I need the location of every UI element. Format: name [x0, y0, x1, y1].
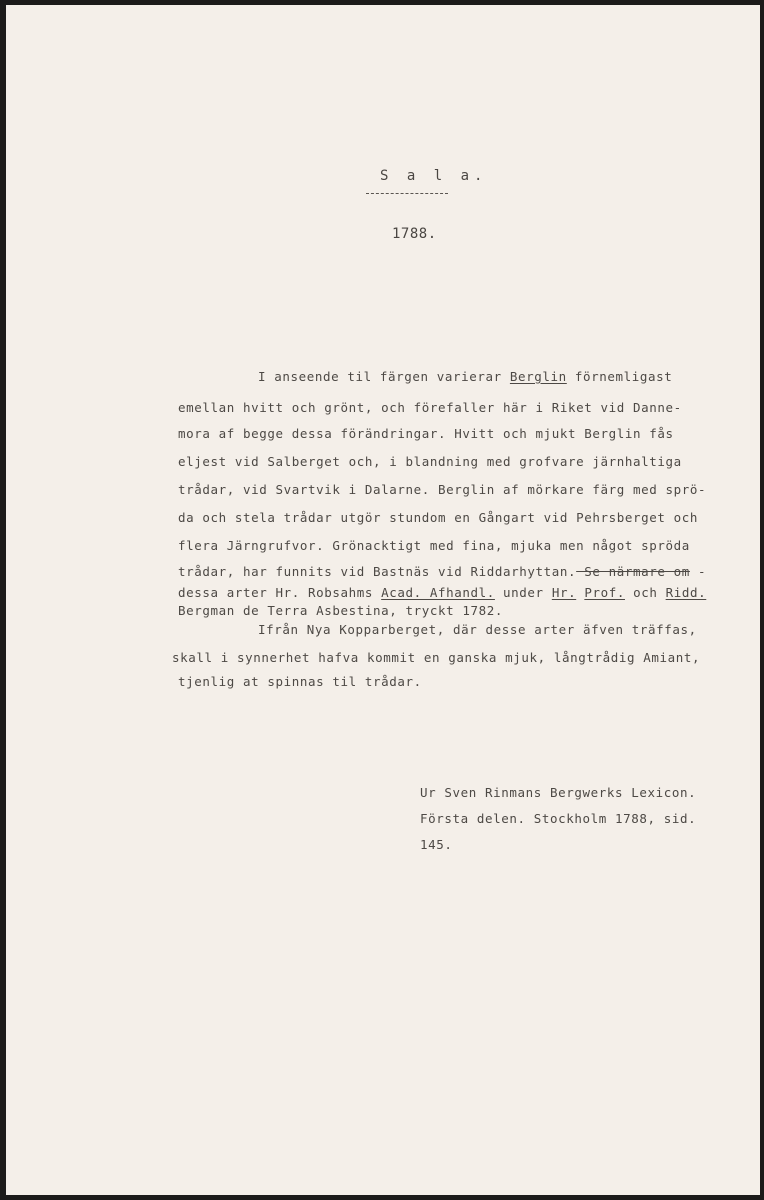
text-line-10: Bergman de Terra Asbestina, tryckt 1782.	[178, 603, 504, 618]
text-line-8	[178, 564, 706, 580]
text-segment: trådar, har funnits vid Bastnäs vid Riddarhyttan.	[178, 564, 577, 579]
text-line-1	[258, 369, 672, 385]
underlined-text-hr: Hr.	[551, 585, 577, 600]
text-line-13: tjenlig at spinnas til trådar.	[178, 674, 422, 689]
text-line-11: Ifrån Nya Kopparberget, där desse arter äfven träffas,	[258, 622, 697, 637]
text-segment: förnemligast	[566, 369, 673, 384]
struck-text: Se närmare om	[576, 564, 690, 579]
text-line-6: da och stela trådar utgör stundom en Gångart vid Pehrsberget och	[178, 510, 699, 525]
document-title: S a l a.	[380, 168, 488, 184]
text-line-7: flera Järngrufvor. Grönacktigt med fina, mjuka men något spröda	[178, 538, 690, 553]
text-segment: dessa arter Hr. Robsahms	[178, 585, 382, 600]
text-line-12: skall i synnerhet hafva kommit en ganska mjuk, långtrådig Amiant,	[172, 650, 701, 665]
text-line-3: mora af begge dessa förändringar. Hvitt och mjukt Berglin fås	[178, 426, 674, 441]
source-line-3: 145.	[420, 837, 453, 852]
source-line-1: Ur Sven Rinmans Bergwerks Lexicon.	[420, 785, 697, 800]
text-line-5: trådar, vid Svartvik i Dalarne. Berglin af mörkare färg med sprö-	[178, 482, 707, 497]
underlined-text-ridd: Ridd.	[665, 585, 707, 600]
underlined-title-acad-afhandl: Acad. Afhandl.	[381, 585, 495, 600]
text-segment: I anseende til färgen varierar	[258, 369, 510, 384]
text-segment: -	[689, 564, 707, 579]
text-line-4: eljest vid Salberget och, i blandning med grofvare järnhaltiga	[178, 454, 682, 469]
underlined-text-prof: Prof.	[584, 585, 625, 600]
underlined-term-berglin: Berglin	[509, 369, 567, 384]
source-line-2: Första delen. Stockholm 1788, sid.	[420, 811, 697, 826]
document-year: 1788.	[392, 226, 437, 242]
title-underline	[366, 193, 448, 194]
text-line-2: emellan hvitt och grönt, och förefaller här i Riket vid Danne-	[178, 400, 682, 415]
text-line-9	[178, 585, 706, 601]
text-segment: och	[624, 585, 666, 600]
text-segment: under	[494, 585, 552, 600]
